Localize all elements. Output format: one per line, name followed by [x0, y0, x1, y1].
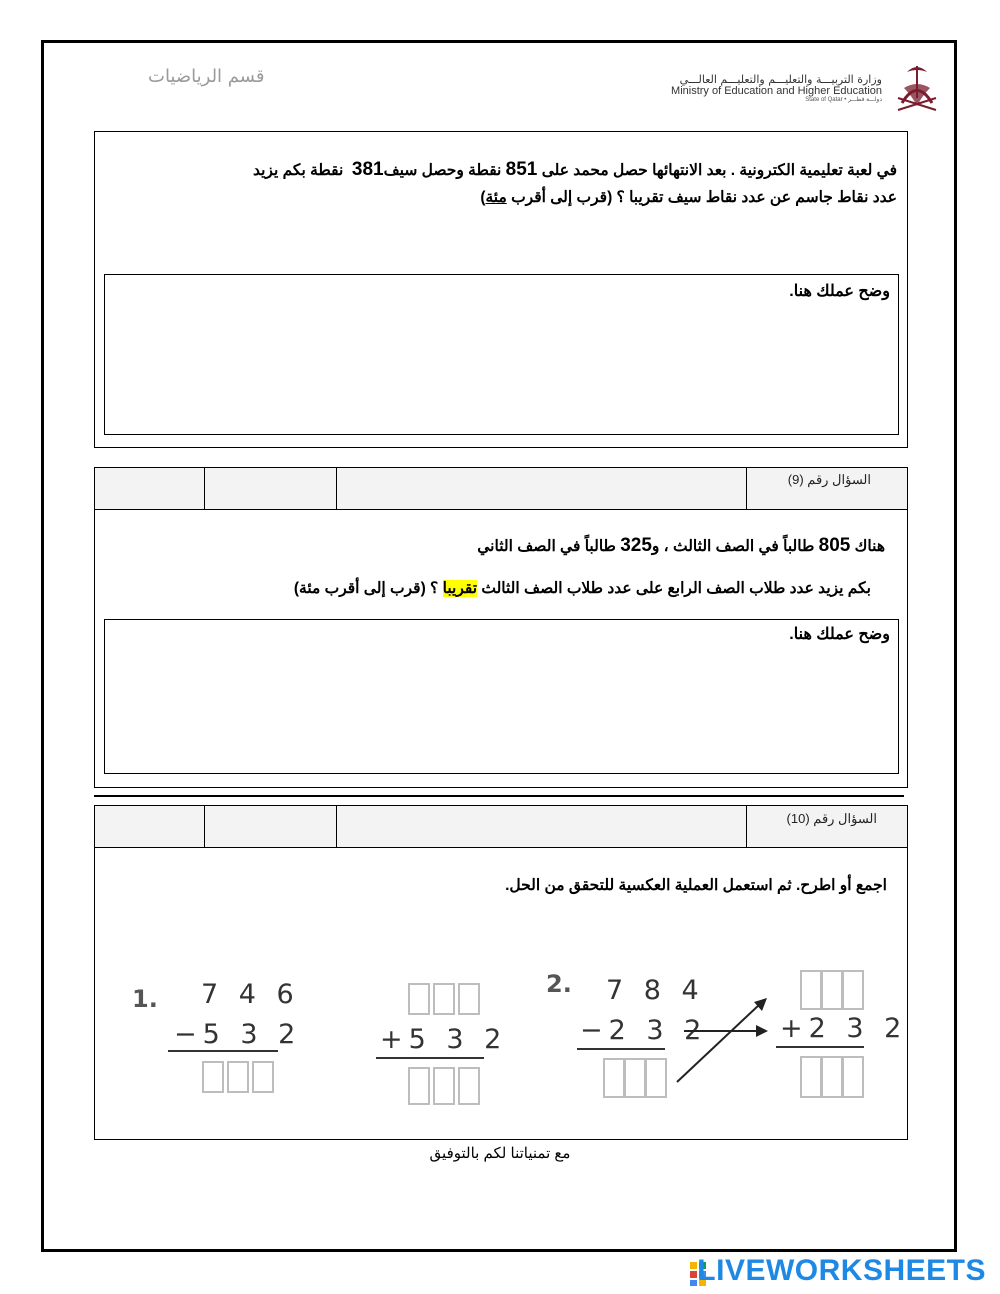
q10-number-cell: [746, 806, 907, 847]
q10-score-cell-3: [336, 806, 746, 847]
q8-number-2: 381: [351, 159, 384, 180]
problem-2-top: 7 8 4: [606, 975, 705, 1006]
q10-instruction: اجمع أو اطرح. ثم استعمل العملية العكسية للتحقق من الحل.: [505, 877, 887, 894]
q9-work-label: وضح عملك هنا.: [789, 626, 890, 643]
divider-line: [94, 795, 904, 797]
p2-check-result-3[interactable]: [842, 1056, 864, 1098]
p1-answer-box-3[interactable]: [252, 1061, 274, 1093]
problem-2-rule: [577, 1048, 665, 1050]
p2-check-result-2[interactable]: [821, 1056, 843, 1098]
problem-1-top: 7 4 6: [201, 979, 300, 1010]
q9-score-cell-1: [95, 468, 204, 509]
p1-check-box-1[interactable]: [408, 983, 430, 1015]
q8-work-label: وضح عملك هنا.: [789, 283, 890, 300]
ministry-english: Ministry of Education and Higher Education: [671, 84, 882, 97]
question-8-line-1: [107, 159, 897, 181]
q9-text-2b: ؟ (قرب إلى أقرب مئة): [293, 580, 439, 597]
footer-wish: مع تمنياتنا لكم بالتوفيق: [429, 1145, 571, 1162]
q9-number-2: 325: [620, 535, 652, 556]
problem-2-label: 2.: [546, 970, 572, 998]
p1-check-box-3[interactable]: [458, 983, 480, 1015]
p2-check-box-3[interactable]: [842, 970, 864, 1010]
problem-1-rule: [168, 1050, 278, 1052]
liveworksheets-brand[interactable]: LIVEWORKSHEETS: [697, 1254, 986, 1287]
q9-text-2a: بكم يزيد عدد طلاب الصف الرابع على عدد طلاب الصف الثالث: [481, 580, 871, 597]
q8-text-1c: نقطة بكم يزيد: [252, 162, 344, 179]
p2-check-box-1[interactable]: [800, 970, 822, 1010]
q8-text-2a: عدد نقاط جاسم عن عدد نقاط سيف تقريبا ؟ (قرب إلى أقرب: [511, 189, 897, 206]
p2-check-result-1[interactable]: [800, 1056, 822, 1098]
p2-check-box-2[interactable]: [821, 970, 843, 1010]
p2-answer-box-2[interactable]: [624, 1058, 646, 1098]
question-9-line-2: [91, 579, 871, 598]
q8-work-area[interactable]: [104, 274, 899, 435]
q8-text-1a: في لعبة تعليمية الكترونية . بعد الانتهائها حصل محمد على: [541, 162, 897, 179]
q8-number-1: 851: [505, 159, 538, 180]
ministry-name: [671, 74, 882, 103]
p1-answer-box-2[interactable]: [227, 1061, 249, 1093]
p1-check-result-1[interactable]: [408, 1067, 430, 1105]
p1-check-result-3[interactable]: [458, 1067, 480, 1105]
q9-number-cell: [746, 468, 907, 509]
q9-highlight: تقريبا: [442, 580, 478, 597]
q9-text-1a: هناك: [854, 538, 885, 555]
q9-score-cell-2: [204, 468, 336, 509]
question-9-line-1: [105, 535, 885, 557]
q9-score-cell-3: [336, 468, 746, 509]
question-8-line-2: [107, 188, 897, 207]
problem-1-bottom: −5 3 2: [174, 1019, 302, 1050]
problem-1-check-addend: +5 3 2: [380, 1024, 508, 1055]
q10-number-label: السؤال رقم (10): [786, 811, 877, 826]
inverse-operation-arrow-icon: [672, 994, 774, 1086]
p2-answer-box-1[interactable]: [603, 1058, 625, 1098]
q10-header-row: [95, 806, 907, 848]
q9-work-area[interactable]: [104, 619, 899, 774]
q10-score-cell-1: [95, 806, 204, 847]
state-label: State of Qatar • دولـــة قطـــر: [805, 97, 882, 104]
question-8-box: [94, 131, 908, 448]
problem-2-check-rule: [776, 1046, 864, 1048]
problem-1-label: 1.: [132, 985, 158, 1013]
p1-answer-box-1[interactable]: [202, 1061, 224, 1093]
q9-number-label: السؤال رقم (9): [787, 472, 871, 487]
q8-text-1b: نقطة وحصل سيف: [383, 162, 502, 179]
q9-text-1b: طالباً في الصف الثالث ، و: [651, 538, 815, 555]
q8-text-2b: مئة: [485, 189, 507, 206]
p1-check-box-2[interactable]: [433, 983, 455, 1015]
p1-check-result-2[interactable]: [433, 1067, 455, 1105]
q9-header-row: [95, 468, 907, 510]
question-9-box: [94, 467, 908, 788]
problem-1-check-rule: [376, 1057, 484, 1059]
department-title: قسم الرياضيات: [148, 66, 265, 87]
ministry-arabic: وزارة التربيـــة والتعليـــم والتعليـــم العالـــي: [679, 73, 882, 86]
qatar-emblem-icon: [892, 58, 942, 116]
q9-number-1: 805: [818, 535, 851, 556]
problem-2-bottom: −2 3 2: [580, 1015, 708, 1046]
problem-2-check-addend: +2 3 2: [780, 1013, 908, 1044]
q8-text-2c: ): [480, 189, 486, 206]
p2-answer-box-3[interactable]: [645, 1058, 667, 1098]
q9-text-1c: طالباً في الصف الثاني: [477, 538, 616, 555]
q10-score-cell-2: [204, 806, 336, 847]
